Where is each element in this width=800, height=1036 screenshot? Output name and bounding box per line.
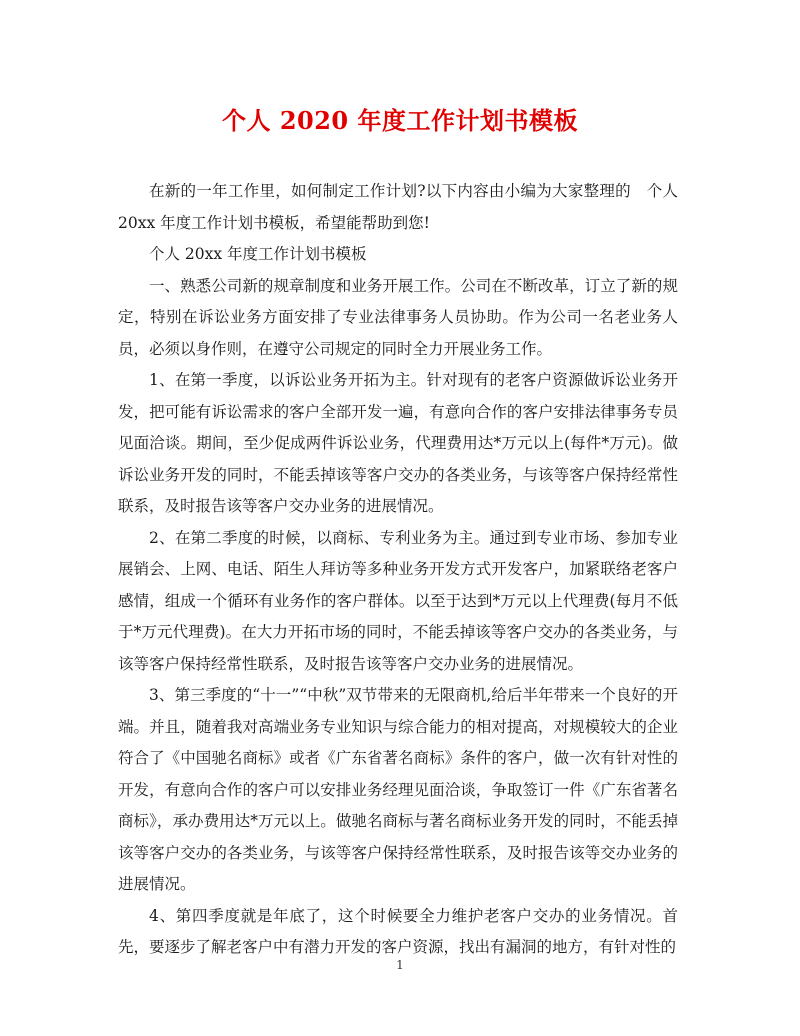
document-body bbox=[118, 176, 678, 964]
paragraph-subtitle: 个人 20xx 年度工作计划书模板 bbox=[149, 245, 367, 263]
paragraph-q2: 2、在第二季度的时候，以商标、专利业务为主。通过到专业市场、参加专业展销会、上网、电话、陌生人拜访等多种业务开发方式开发客户，加紧联络老客户感情，组成一个循环有业务作的客户群体。以至于达到*万元以上代理费(每月不低于*万元代理费)。在大力开拓市场的同时，不能丢掉该等客户交办的各类业务，与该等客户保持经常性联系，及时报告该等客户交办业务的进展情况。 bbox=[118, 528, 678, 673]
paragraph-q1: 1、在第一季度，以诉讼业务开拓为主。针对现有的老客户资源做诉讼业务开发，把可能有诉讼需求的客户全部开发一遍，有意向合作的客户安排法律事务专员见面洽谈。期间，至少促成两件诉讼业务，代理费用达*万元以上(每件*万元)。做诉讼业务开发的同时，不能丢掉该等客户交办的各类业务，与该等客户保持经常性联系，及时报告该等客户交办业务的进展情况。 bbox=[118, 371, 678, 515]
paragraph-intro: 在新的一年工作里，如何制定工作计划?以下内容由小编为大家整理的 个人 20xx 年度工作计划书模板，希望能帮助到您! bbox=[118, 182, 678, 232]
paragraph-q4: 4、第四季度就是年底了，这个时候要全力维护老客户交办的业务情况。首先，要逐步了解老客户中有潜力开发的客户资源，找出有漏洞的地方，有针对性的 bbox=[118, 906, 678, 956]
paragraph-section-one: 一、熟悉公司新的规章制度和业务开展工作。公司在不断改革，订立了新的规定，特别在诉讼业务方面安排了专业法律事务人员协助。作为公司一名老业务人员，必须以身作则，在遵守公司规定的同时全力开展业务工作。 bbox=[118, 276, 678, 358]
paragraph-q3: 3、第三季度的“十一”“中秋”双节带来的无限商机,给后半年带来一个良好的开端。并且，随着我对高端业务专业知识与综合能力的相对提高，对规模较大的企业符合了《中国驰名商标》或者《广东省著名商标》条件的客户，做一次有针对性的开发，有意向合作的客户可以安排业务经理见面洽谈，争取签订一件《广东省著名商标》，承办费用达*万元以上。做驰名商标与著名商标业务开发的同时，不能丢掉该等客户交办的各类业务，与该等客户保持经常性联系，及时报告该等交办业务的进展情况。 bbox=[118, 686, 678, 893]
document-title: 个人 2020 年度工作计划书模板 bbox=[221, 106, 578, 135]
page-number: 1 bbox=[396, 958, 404, 972]
